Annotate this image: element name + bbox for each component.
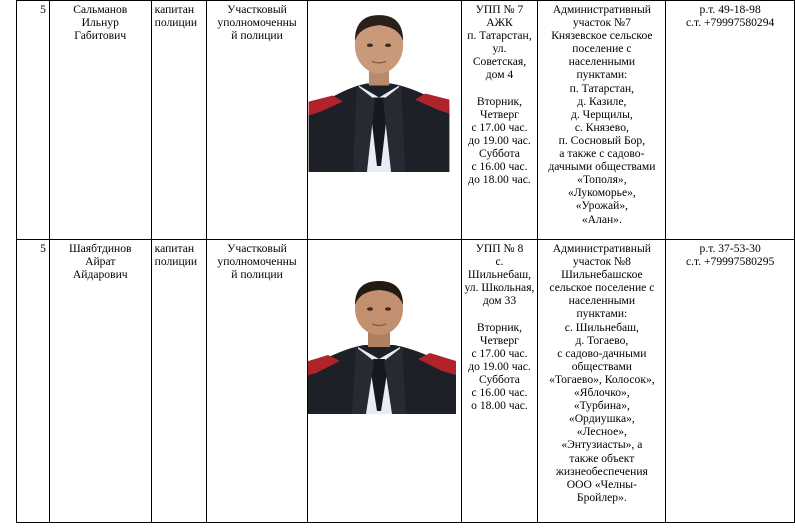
officer-name: Сальманов Ильнур Габитович — [49, 1, 151, 240]
officer-photo-cell — [308, 240, 461, 523]
reception-schedule: УПП № 8 с. Шильнебаш, ул. Школьная, дом 33 Вторник, Четверг с 17.00 час. до 19.00 час. Суббота с 16.00 час. о 18.00 час. — [461, 240, 538, 523]
officer-name: Шаябтдинов Айрат Айдарович — [49, 240, 151, 523]
contact-phones: р.т. 37-53-30 с.т. +79997580295 — [666, 240, 795, 523]
officers-table — [16, 0, 795, 523]
table-row — [17, 1, 795, 240]
officer-photo-cell — [308, 1, 461, 240]
table-row — [17, 240, 795, 523]
officer-rank: капитан полиции — [151, 1, 206, 240]
officer-rank: капитан полиции — [151, 240, 206, 523]
officer-portrait — [308, 275, 457, 414]
officer-portrait — [308, 3, 450, 172]
service-area: Административный участок №8 Шильнебашское сельское поселение с населенными пунктами: с. Шильнебаш, д. Тогаево, с садово-дачными обществами «Тогаево», Колосок», «Яблочко», «Турбина», «Ордиушка», «Лесное», «Энтузиасты», а также объект жизнеобеспечения ООО «Челны- Бройлер». — [538, 240, 666, 523]
service-area: Административный участок №7 Князевское сельское поселение с населенными пунктами: п. Татарстан, д. Казиле, д. Черщилы, с. Князево, п. Сосновый Бор, а также с садово- дачными обществами «Тополя», «Лукоморье», «Урожай», «Алан». — [538, 1, 666, 240]
officer-position: Участковый уполномоченны й полиции — [206, 240, 308, 523]
row-number: 5 — [17, 1, 50, 240]
reception-schedule: УПП № 7 АЖК п. Татарстан, ул. Советская, дом 4 Вторник, Четверг с 17.00 час. до 19.00 час. Суббота с 16.00 час. до 18.00 час. — [461, 1, 538, 240]
row-number: 5 — [17, 240, 50, 523]
officer-position: Участковый уполномоченны й полиции — [206, 1, 308, 240]
contact-phones: р.т. 49-18-98 с.т. +79997580294 — [666, 1, 795, 240]
